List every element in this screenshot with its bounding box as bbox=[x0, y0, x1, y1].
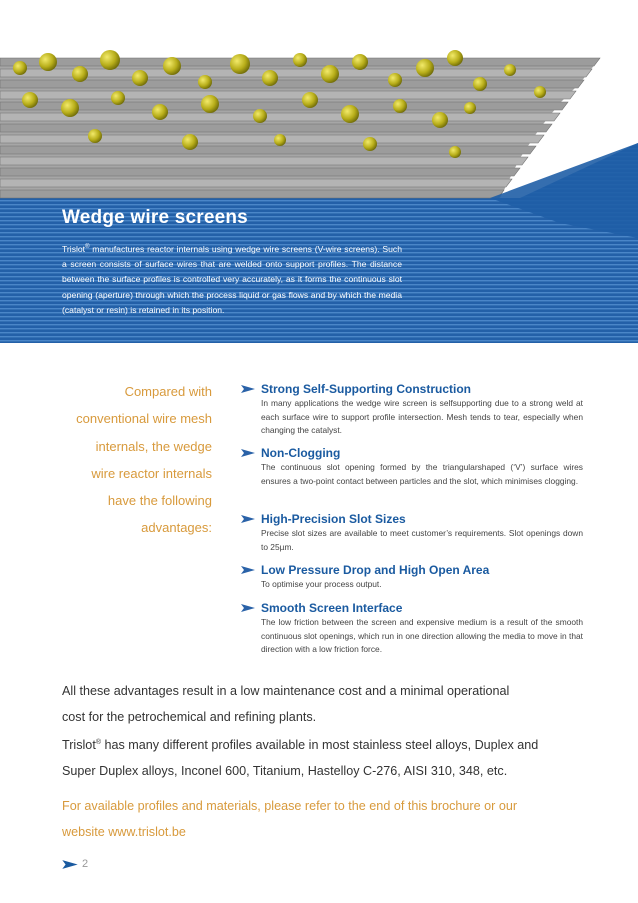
advantage-text: In many applications the wedge wire screen is selfsupporting due to a strong weld at each surface wire to support profile intersection. Mesh tends to tear, especially when changing the catalyst. bbox=[261, 398, 583, 435]
catalyst-particle bbox=[253, 109, 267, 123]
advantage-item bbox=[241, 382, 583, 438]
summary-line: All these advantages result in a low maintenance cost and a minimal operational bbox=[62, 684, 510, 698]
catalyst-particle bbox=[13, 61, 27, 75]
sidebar-line: Compared with bbox=[124, 384, 212, 399]
catalyst-particle bbox=[163, 57, 181, 75]
catalyst-particle bbox=[61, 99, 79, 117]
catalyst-particle bbox=[100, 50, 120, 70]
catalyst-particle bbox=[88, 129, 102, 143]
catalyst-particle bbox=[363, 137, 377, 151]
summary-line: cost for the petrochemical and refining plants. bbox=[62, 710, 317, 724]
catalyst-particle bbox=[22, 92, 38, 108]
advantage-item bbox=[241, 563, 583, 592]
advantage-text: Precise slot sizes are available to meet customer’s requirements. Slot openings down to 25µm. bbox=[261, 528, 583, 552]
summary-line-rest: has many different profiles available in most stainless steel alloys, Duplex and bbox=[101, 738, 539, 753]
intro-text: manufactures reactor internals using wedge wire screens (V-wire screens). Such a screen consists of surface wires that are welded onto support profiles. The distance between the surface profiles is controlled very accurately, as it forms the continuous slot opening (aperture) through which the process liquid or gas flows and by which the media (catalyst or resin) is retained in its position. bbox=[62, 243, 402, 316]
advantage-title: Smooth Screen Interface bbox=[261, 601, 403, 615]
advantage-text: The continuous slot opening formed by the triangularshaped (‘V’) surface wires ensures a two-point contact between particles and the slot, which minimises clogging. bbox=[261, 462, 583, 486]
website-reference bbox=[62, 793, 582, 845]
reference-line: For available profiles and materials, please refer to the end of this brochure or our bbox=[62, 799, 518, 813]
summary-paragraph bbox=[62, 678, 582, 784]
catalyst-particle bbox=[464, 102, 476, 114]
catalyst-particle bbox=[341, 105, 359, 123]
registered-mark: ® bbox=[85, 244, 90, 250]
arrow-bullet-icon bbox=[241, 603, 255, 613]
advantage-item bbox=[241, 446, 583, 488]
brand-name: Trislot bbox=[62, 738, 96, 753]
sidebar-line: have the following bbox=[107, 493, 212, 509]
arrow-bullet-icon bbox=[241, 448, 255, 458]
advantage-title: Non-Clogging bbox=[261, 446, 341, 460]
catalyst-particle bbox=[416, 59, 434, 77]
page-footer bbox=[62, 858, 88, 870]
arrow-bullet-icon bbox=[62, 859, 78, 870]
brand-name: Trislot bbox=[62, 243, 86, 254]
catalyst-particle bbox=[393, 99, 407, 113]
catalyst-particle bbox=[132, 70, 148, 86]
wire-profile bbox=[0, 190, 504, 198]
sidebar-line: advantages: bbox=[141, 520, 212, 536]
catalyst-particle bbox=[388, 73, 402, 87]
catalyst-particle bbox=[449, 146, 461, 158]
advantage-title: Strong Self-Supporting Construction bbox=[261, 382, 471, 396]
sidebar-line: internals, the wedge bbox=[95, 438, 212, 454]
advantage-text: To optimise your process output. bbox=[261, 579, 382, 589]
advantage-title: High-Precision Slot Sizes bbox=[261, 512, 406, 526]
catalyst-particle bbox=[152, 104, 168, 120]
advantage-title: Low Pressure Drop and High Open Area bbox=[261, 563, 490, 577]
advantage-item bbox=[241, 601, 583, 657]
catalyst-particle bbox=[504, 64, 516, 76]
catalyst-particle bbox=[262, 70, 278, 86]
catalyst-particle bbox=[473, 77, 487, 91]
wire-profile bbox=[0, 113, 560, 121]
wire-profile bbox=[0, 135, 544, 143]
wire-profile bbox=[0, 91, 576, 99]
summary-line bbox=[62, 730, 582, 758]
summary-line: Super Duplex alloys, Inconel 600, Titanium, Hastelloy C-276, AISI 310, 348, etc. bbox=[62, 764, 508, 779]
catalyst-particle bbox=[293, 53, 307, 67]
arrow-bullet-icon bbox=[241, 565, 255, 575]
page-title: Wedge wire screens bbox=[62, 207, 248, 228]
arrow-bullet-icon bbox=[241, 384, 255, 394]
sidebar-line: wire reactor internals bbox=[91, 465, 212, 481]
advantage-text: The low friction between the screen and expensive medium is a result of the smooth continuous slot openings, which run in one direction allowing the media to move in that direction with a low friction force. bbox=[261, 617, 583, 654]
registered-mark: ® bbox=[95, 739, 101, 746]
catalyst-particle bbox=[198, 75, 212, 89]
catalyst-particle bbox=[534, 86, 546, 98]
wire-profile bbox=[0, 102, 568, 110]
catalyst-particle bbox=[352, 54, 368, 70]
catalyst-particle bbox=[274, 134, 286, 146]
catalyst-particle bbox=[447, 50, 463, 66]
wire-profile bbox=[0, 69, 592, 77]
catalyst-particle bbox=[230, 54, 250, 74]
intro-paragraph bbox=[62, 240, 402, 318]
catalyst-particle bbox=[39, 53, 57, 71]
comparison-sidebar bbox=[60, 378, 212, 542]
wire-profile bbox=[0, 179, 512, 187]
wire-profile bbox=[0, 124, 552, 132]
reference-line: website www.trislot.be bbox=[62, 825, 186, 839]
catalyst-particle bbox=[321, 65, 339, 83]
catalyst-particle bbox=[111, 91, 125, 105]
wire-profile bbox=[0, 80, 584, 88]
catalyst-particle bbox=[182, 134, 198, 150]
wire-profile bbox=[0, 157, 528, 165]
catalyst-particle bbox=[201, 95, 219, 113]
advantage-item bbox=[241, 512, 583, 554]
arrow-bullet-icon bbox=[241, 514, 255, 524]
catalyst-particle bbox=[72, 66, 88, 82]
wire-profile bbox=[0, 168, 520, 176]
sidebar-line: conventional wire mesh bbox=[76, 411, 212, 427]
page-number: 2 bbox=[82, 858, 89, 870]
catalyst-particle bbox=[302, 92, 318, 108]
catalyst-particle bbox=[432, 112, 448, 128]
